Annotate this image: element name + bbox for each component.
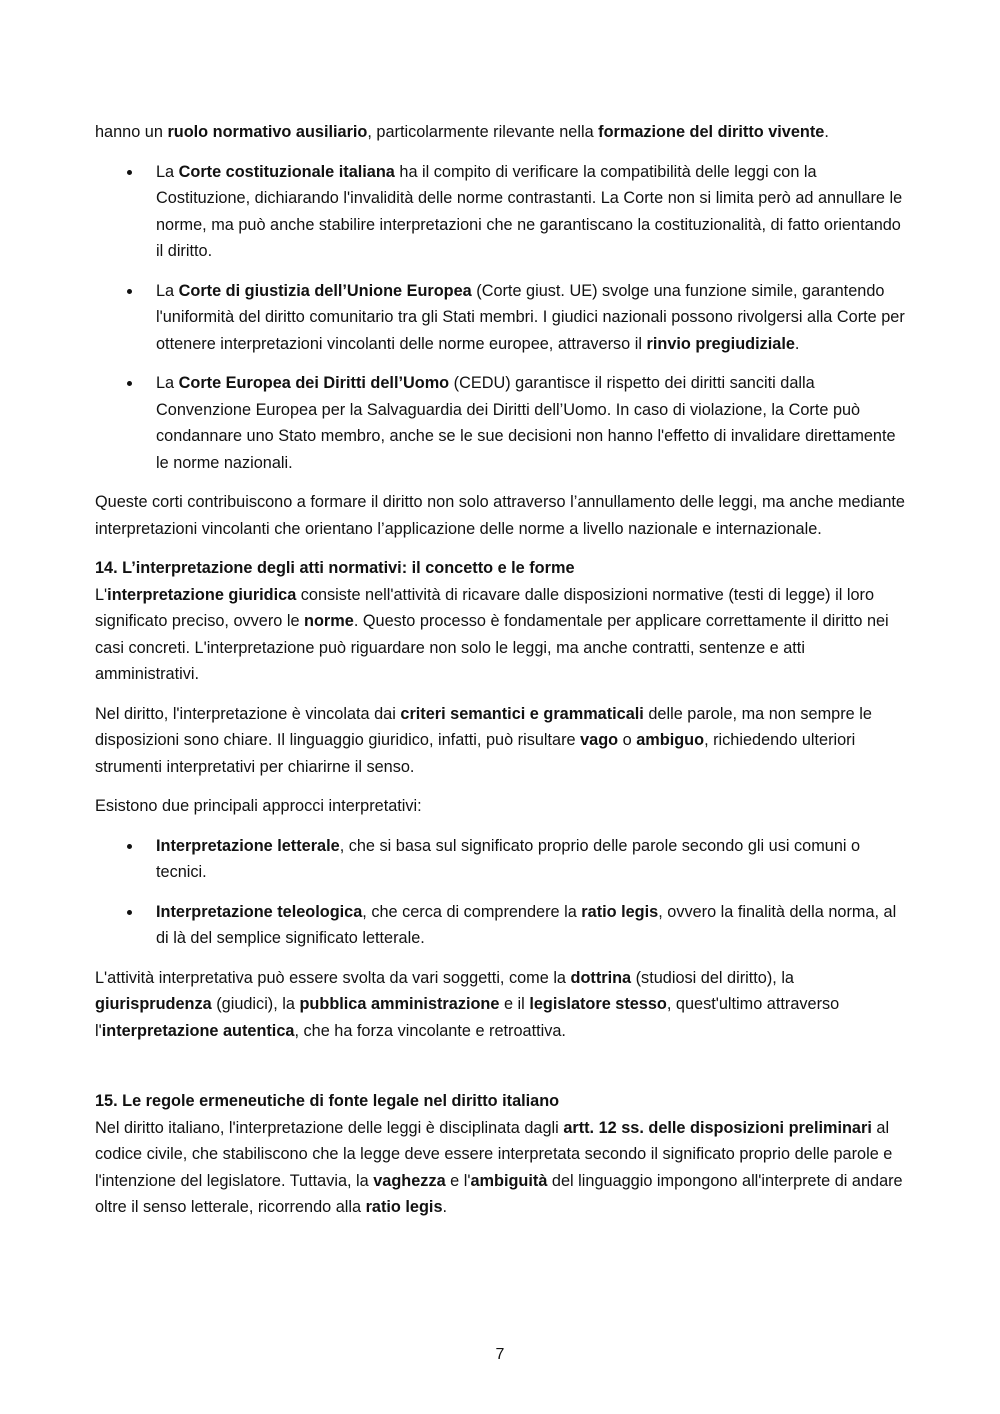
- paragraph-14-soggetti: L'attività interpretativa può essere svolta da vari soggetti, come la dottrina (studiosi del diritto), la giurisprudenza (giudici), la pubblica amministrazione e il legislatore stesso, quest'ultimo attraverso l'interpretazione autentica, che ha forza vincolante e retroattiva.: [95, 968, 840, 1040]
- list-item-cedu: La Corte Europea dei Diritti dell’Uomo (CEDU) garantisce il rispetto dei diritti sanciti dalla Convenzione Europea per la Salvaguardia dei Diritti dell’Uomo. In caso di violazione, la Corte può condannare uno Stato membro, anche se le sue decisioni non hanno l'effetto di invalidare direttamente le norme nazionali.: [95, 370, 905, 476]
- paragraph-15: Nel diritto italiano, l'interpretazione delle leggi è disciplinata dagli artt. 12 ss. delle disposizioni preliminari al codice civile, che stabiliscono che la legge deve essere interpretata secondo il significato proprio delle parole e l'intenzione del legislatore. Tuttavia, la vaghezza e l'ambiguità del linguaggio impongono all'interprete di andare oltre il senso letterale, ricorrendo alla ratio legis.: [95, 1118, 903, 1216]
- list-item-corte-costituzionale: La Corte costituzionale italiana ha il compito di verificare la compatibilità delle leggi con la Costituzione, dichiarando l'invalidità delle norme contrastanti. La Corte non si limita però ad annullare le norme, ma può anche stabilire interpretazioni che ne garantiscano la costituzionalità, di fatto orientando il diritto.: [95, 159, 905, 265]
- page-number: 7: [495, 1346, 505, 1363]
- list-item-corte-giustizia-ue: La Corte di giustizia dell’Unione Europea (Corte giust. UE) svolge una funzione simile, garantendo l'uniformità del diritto comunitario tra gli Stati membri. I giudici nazionali possono rivolgersi alla Corte per ottenere interpretazioni vincolanti delle norme europee, attraverso il rinvio pregiudiziale.: [95, 278, 905, 358]
- section-15-heading: 15. Le regole ermeneutiche di fonte legale nel diritto italiano: [95, 1092, 560, 1110]
- courts-list: [95, 159, 905, 477]
- paragraph-corti: Queste corti contribuiscono a formare il diritto non solo attraverso l’annullamento delle leggi, ma anche mediante interpretazioni vincolanti che orientano l’applicazione delle norme a livello nazionale e internazionale.: [95, 493, 905, 538]
- paragraph-14-definizione: L'interpretazione giuridica consiste nell'attività di ricavare dalle disposizioni normative (testi di legge) il loro significato preciso, ovvero le norme. Questo processo è fondamentale per applicare correttamente il diritto nei casi concreti. L'interpretazione può riguardare non solo le leggi, ma anche contratti, sentenze e atti amministrativi.: [95, 585, 889, 683]
- list-item-interpretazione-teleologica: Interpretazione teleologica, che cerca di comprendere la ratio legis, ovvero la finalità della norma, al di là del semplice significato letterale.: [95, 899, 905, 952]
- paragraph-14-approcci-intro: Esistono due principali approcci interpretativi:: [95, 797, 422, 815]
- paragraph-intro: hanno un ruolo normativo ausiliario, particolarmente rilevante nella formazione del diritto vivente.: [95, 123, 829, 141]
- list-item-interpretazione-letterale: Interpretazione letterale, che si basa sul significato proprio delle parole secondo gli usi comuni o tecnici.: [95, 833, 905, 886]
- document-page: [95, 119, 905, 1221]
- section-14-heading: 14. L’interpretazione degli atti normativi: il concetto e le forme: [95, 559, 575, 577]
- paragraph-14-criteri: Nel diritto, l'interpretazione è vincolata dai criteri semantici e grammaticali delle parole, ma non sempre le disposizioni sono chiare. Il linguaggio giuridico, infatti, può risultare vago o ambiguo, richiedendo ulteriori strumenti interpretativi per chiarirne il senso.: [95, 704, 872, 776]
- approcci-list: [95, 833, 905, 952]
